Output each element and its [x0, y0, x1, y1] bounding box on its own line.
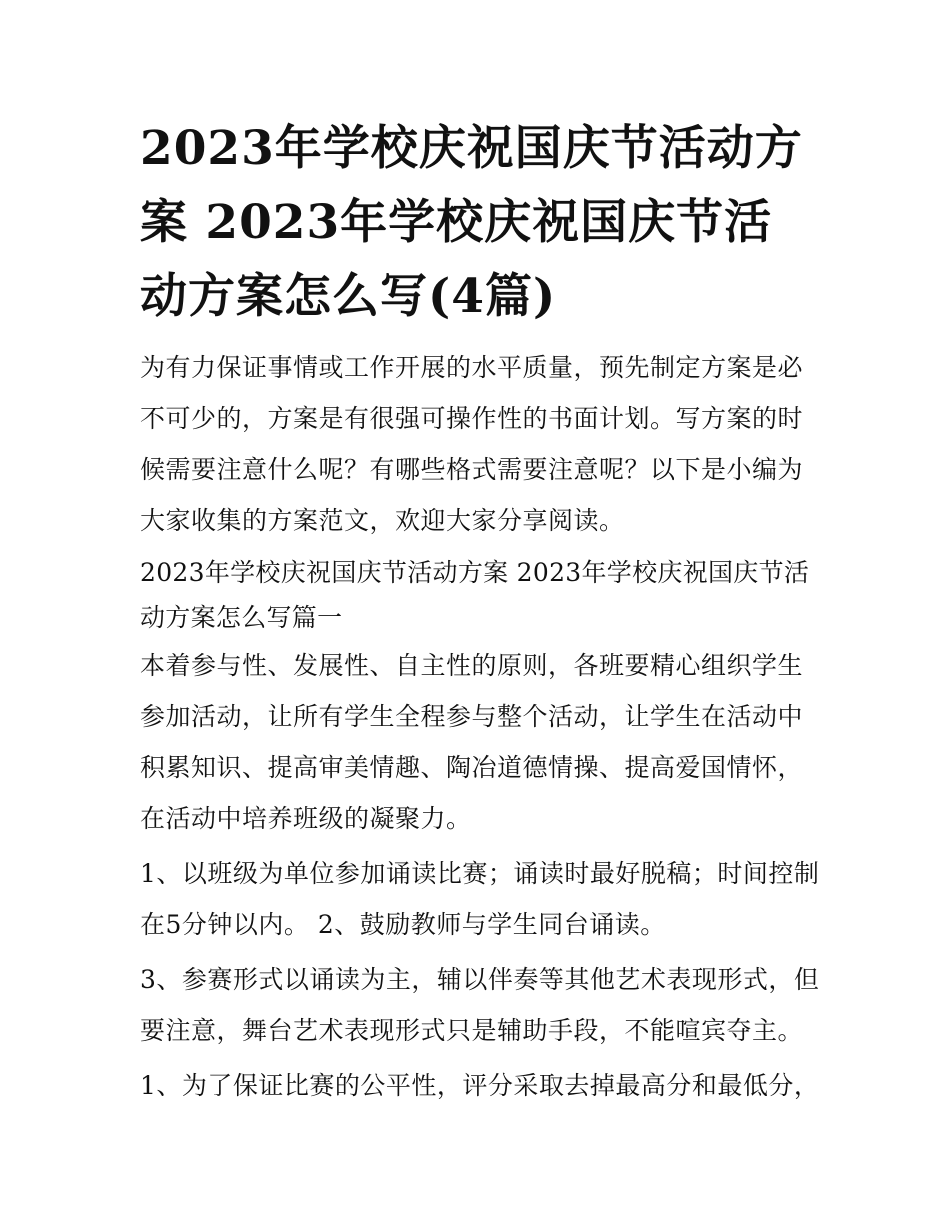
- document-page: [140, 112, 820, 1111]
- section-heading: 2023年学校庆祝国庆节活动方案 2023年学校庆祝国庆节活动方案怎么写篇一: [140, 558, 810, 632]
- document-title: 2023年学校庆祝国庆节活动方案 2023年学校庆祝国庆节活动方案怎么写(4篇): [140, 121, 803, 324]
- intro-paragraph: 为有力保证事情或工作开展的水平质量，预先制定方案是必不可少的，方案是有很强可操作性的书面计划。写方案的时候需要注意什么呢？有哪些格式需要注意呢？以下是小编为大家收集的方案范文，欢迎大家分享阅读。: [140, 353, 804, 535]
- body-paragraph-format: 3、参赛形式以诵读为主，辅以伴奏等其他艺术表现形式，但要注意，舞台艺术表现形式只是辅助手段，不能喧宾夺主。: [140, 965, 820, 1045]
- body-paragraph-principle: 本着参与性、发展性、自主性的原则，各班要精心组织学生参加活动，让所有学生全程参与整个活动，让学生在活动中积累知识、提高审美情趣、陶冶道德情操、提高爱国情怀，在活动中培养班级的凝聚力。: [140, 651, 804, 833]
- body-paragraph-scoring: 1、为了保证比赛的公平性，评分采取去掉最高分和最低分，: [140, 1071, 820, 1100]
- body-paragraph-rules: 1、以班级为单位参加诵读比赛；诵读时最好脱稿；时间控制在5分钟以内。 2、鼓励教师与学生同台诵读。: [140, 859, 820, 939]
